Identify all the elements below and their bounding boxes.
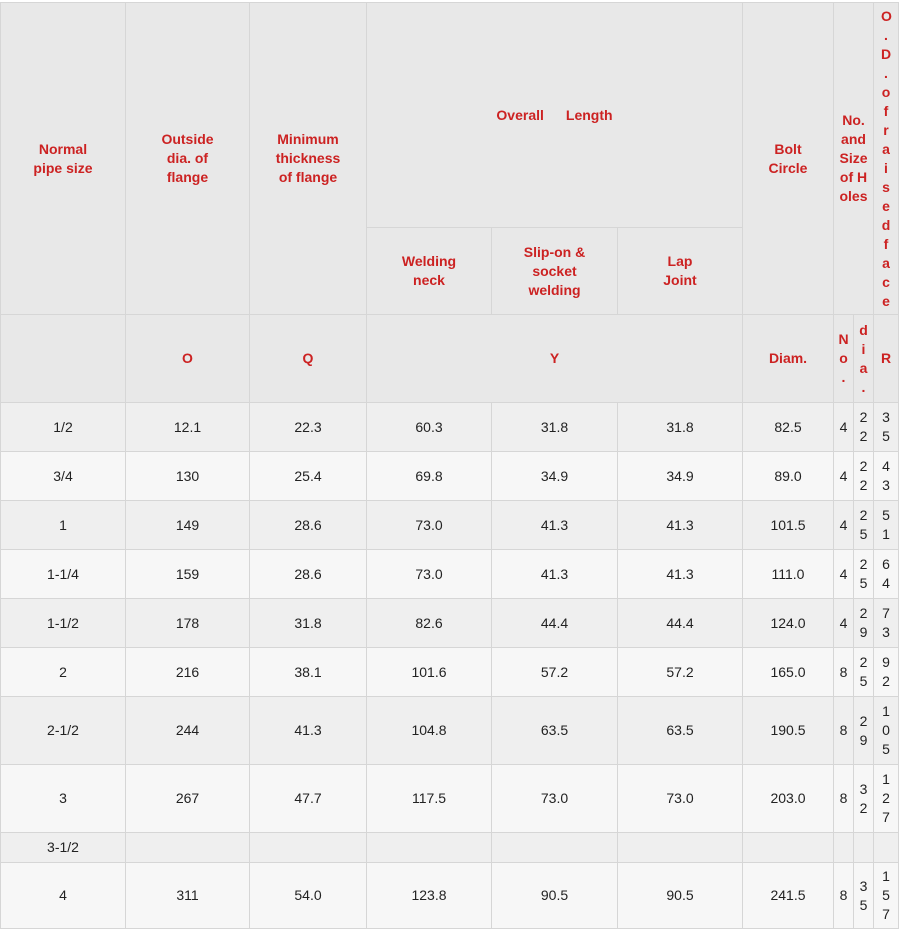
subheader-no: No. bbox=[834, 315, 854, 403]
header-overall-word: Overall bbox=[496, 106, 544, 123]
cell-lap-joint: 34.9 bbox=[618, 452, 743, 501]
table-row bbox=[1, 648, 899, 697]
cell-slip-on: 57.2 bbox=[492, 648, 618, 697]
cell-no: 8 bbox=[834, 863, 854, 929]
cell-q: 41.3 bbox=[250, 697, 367, 765]
table-row bbox=[1, 550, 899, 599]
cell-r: 43 bbox=[874, 452, 899, 501]
cell-welding-neck: 73.0 bbox=[367, 550, 492, 599]
cell-r: 127 bbox=[874, 765, 899, 833]
cell-nps: 3 bbox=[1, 765, 126, 833]
cell-no: 4 bbox=[834, 403, 854, 452]
cell-q: 31.8 bbox=[250, 599, 367, 648]
table-row bbox=[1, 599, 899, 648]
cell-lap-joint: 31.8 bbox=[618, 403, 743, 452]
cell-lap-joint: 73.0 bbox=[618, 765, 743, 833]
cell-nps: 1-1/2 bbox=[1, 599, 126, 648]
cell-bolt-circle: 124.0 bbox=[743, 599, 834, 648]
subheader-dia: dia. bbox=[854, 315, 874, 403]
cell-r: 35 bbox=[874, 403, 899, 452]
cell-q: 28.6 bbox=[250, 501, 367, 550]
cell-welding-neck: 117.5 bbox=[367, 765, 492, 833]
cell-bolt-circle: 241.5 bbox=[743, 863, 834, 929]
cell-slip-on: 73.0 bbox=[492, 765, 618, 833]
subheader-r: R bbox=[874, 315, 899, 403]
cell-no: 4 bbox=[834, 501, 854, 550]
cell-lap-joint: 41.3 bbox=[618, 501, 743, 550]
cell-dia: 29 bbox=[854, 697, 874, 765]
header-bolt-circle: Bolt Circle bbox=[743, 3, 834, 315]
cell-nps: 4 bbox=[1, 863, 126, 929]
subheader-q: Q bbox=[250, 315, 367, 403]
cell-dia: 35 bbox=[854, 863, 874, 929]
cell-q: 47.7 bbox=[250, 765, 367, 833]
cell-o: 311 bbox=[126, 863, 250, 929]
cell-welding-neck: 60.3 bbox=[367, 403, 492, 452]
cell-r: 73 bbox=[874, 599, 899, 648]
header-raised-face: O.D.ofraisedface bbox=[874, 3, 899, 315]
cell-bolt-circle: 190.5 bbox=[743, 697, 834, 765]
cell-welding-neck: 82.6 bbox=[367, 599, 492, 648]
cell-q: 54.0 bbox=[250, 863, 367, 929]
cell-nps: 3-1/2 bbox=[1, 833, 126, 863]
cell-o: 244 bbox=[126, 697, 250, 765]
cell-r: 92 bbox=[874, 648, 899, 697]
cell-q: 38.1 bbox=[250, 648, 367, 697]
cell-welding-neck: 104.8 bbox=[367, 697, 492, 765]
cell-r: 64 bbox=[874, 550, 899, 599]
cell-slip-on: 63.5 bbox=[492, 697, 618, 765]
header-od: Outside dia. of flange bbox=[126, 3, 250, 315]
cell-dia: 22 bbox=[854, 452, 874, 501]
cell-slip-on: 44.4 bbox=[492, 599, 618, 648]
cell-r: 51 bbox=[874, 501, 899, 550]
cell-dia: 22 bbox=[854, 403, 874, 452]
table-row bbox=[1, 697, 899, 765]
cell-bolt-circle: 203.0 bbox=[743, 765, 834, 833]
cell-q: 22.3 bbox=[250, 403, 367, 452]
cell-no: 8 bbox=[834, 765, 854, 833]
cell-no: 4 bbox=[834, 599, 854, 648]
header-nps: Normal pipe size bbox=[1, 3, 126, 315]
cell-o bbox=[126, 833, 250, 863]
cell-r: 157 bbox=[874, 863, 899, 929]
cell-bolt-circle bbox=[743, 833, 834, 863]
cell-no bbox=[834, 833, 854, 863]
subheader-diam: Diam. bbox=[743, 315, 834, 403]
table-row bbox=[1, 863, 899, 929]
cell-dia: 25 bbox=[854, 648, 874, 697]
cell-dia: 25 bbox=[854, 501, 874, 550]
cell-q: 25.4 bbox=[250, 452, 367, 501]
cell-lap-joint: 41.3 bbox=[618, 550, 743, 599]
cell-q: 28.6 bbox=[250, 550, 367, 599]
cell-slip-on: 41.3 bbox=[492, 550, 618, 599]
cell-welding-neck: 123.8 bbox=[367, 863, 492, 929]
cell-welding-neck: 101.6 bbox=[367, 648, 492, 697]
cell-o: 12.1 bbox=[126, 403, 250, 452]
cell-lap-joint: 90.5 bbox=[618, 863, 743, 929]
cell-welding-neck: 69.8 bbox=[367, 452, 492, 501]
header-holes: No. and Size of Holes bbox=[834, 3, 874, 315]
cell-no: 8 bbox=[834, 697, 854, 765]
cell-slip-on: 34.9 bbox=[492, 452, 618, 501]
cell-lap-joint: 57.2 bbox=[618, 648, 743, 697]
header-slip-on: Slip-on & socket welding bbox=[492, 228, 618, 315]
cell-slip-on: 90.5 bbox=[492, 863, 618, 929]
subheader-blank bbox=[1, 315, 126, 403]
cell-nps: 3/4 bbox=[1, 452, 126, 501]
cell-slip-on bbox=[492, 833, 618, 863]
cell-nps: 1-1/4 bbox=[1, 550, 126, 599]
table-row bbox=[1, 501, 899, 550]
cell-no: 4 bbox=[834, 550, 854, 599]
cell-lap-joint: 44.4 bbox=[618, 599, 743, 648]
cell-bolt-circle: 111.0 bbox=[743, 550, 834, 599]
cell-dia: 25 bbox=[854, 550, 874, 599]
header-welding-neck: Welding neck bbox=[367, 228, 492, 315]
cell-nps: 1 bbox=[1, 501, 126, 550]
header-lap-joint: Lap Joint bbox=[618, 228, 743, 315]
cell-nps: 2-1/2 bbox=[1, 697, 126, 765]
cell-lap-joint bbox=[618, 833, 743, 863]
table-row bbox=[1, 452, 899, 501]
cell-r bbox=[874, 833, 899, 863]
header-overall-length bbox=[367, 3, 743, 228]
cell-o: 130 bbox=[126, 452, 250, 501]
cell-o: 178 bbox=[126, 599, 250, 648]
cell-dia: 29 bbox=[854, 599, 874, 648]
cell-no: 4 bbox=[834, 452, 854, 501]
flange-dimensions-table bbox=[0, 2, 899, 929]
cell-welding-neck: 73.0 bbox=[367, 501, 492, 550]
cell-o: 267 bbox=[126, 765, 250, 833]
cell-bolt-circle: 89.0 bbox=[743, 452, 834, 501]
subheader-o: O bbox=[126, 315, 250, 403]
cell-no: 8 bbox=[834, 648, 854, 697]
cell-slip-on: 41.3 bbox=[492, 501, 618, 550]
cell-nps: 2 bbox=[1, 648, 126, 697]
header-length-word: Length bbox=[565, 106, 613, 123]
cell-lap-joint: 63.5 bbox=[618, 697, 743, 765]
cell-slip-on: 31.8 bbox=[492, 403, 618, 452]
cell-bolt-circle: 165.0 bbox=[743, 648, 834, 697]
table-row bbox=[1, 403, 899, 452]
cell-bolt-circle: 101.5 bbox=[743, 501, 834, 550]
subheader-y: Y bbox=[367, 315, 743, 403]
cell-nps: 1/2 bbox=[1, 403, 126, 452]
cell-dia bbox=[854, 833, 874, 863]
cell-r: 105 bbox=[874, 697, 899, 765]
cell-welding-neck bbox=[367, 833, 492, 863]
header-thickness: Minimum thickness of flange bbox=[250, 3, 367, 315]
cell-o: 159 bbox=[126, 550, 250, 599]
table-row bbox=[1, 833, 899, 863]
cell-q bbox=[250, 833, 367, 863]
cell-o: 216 bbox=[126, 648, 250, 697]
cell-o: 149 bbox=[126, 501, 250, 550]
table-row bbox=[1, 765, 899, 833]
cell-bolt-circle: 82.5 bbox=[743, 403, 834, 452]
cell-dia: 32 bbox=[854, 765, 874, 833]
